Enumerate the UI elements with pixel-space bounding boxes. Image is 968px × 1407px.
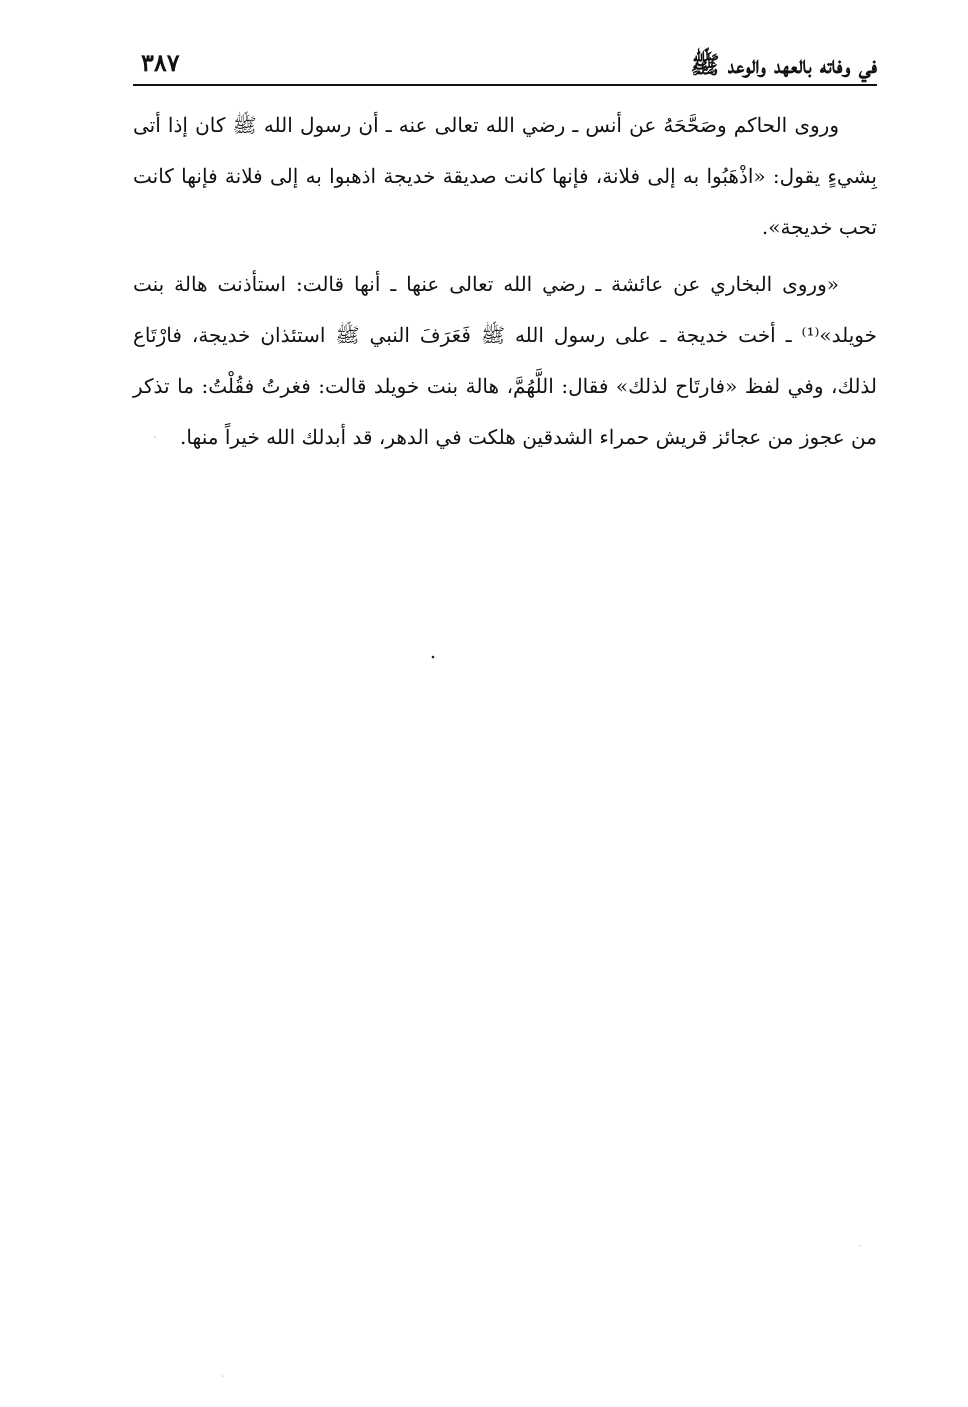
page-number: ٣٨٧ — [141, 48, 180, 77]
header-divider — [133, 84, 877, 86]
running-header — [133, 44, 877, 84]
header-title: في وفاته بالعهد والوعد ﷺ — [690, 50, 877, 79]
paragraph-bukhari-narration: «وروى البخاري عن عائشة ـ رضي الله تعالى عنها ـ أنها قالت: استأذنت هالة بنت خويلد»⁽¹⁾ ـ أخت خديجة ـ على رسول الله ﷺ فَعَرَفَ النبي ﷺ استئذان خديجة، فارْتَاع لذلك، وفي لفظ «فارتَاح لذلك» فقال: اللَّهُمَّ، هالة بنت خويلد قالت: فغرتُ فقُلْتُ: ما تذكر من عجوز من عجائز قريش حمراء الشدقين هلكت في الدهر، قد أبدلك الله خيراً منها. — [133, 272, 878, 449]
paragraph-hakim-narration: وروى الحاكم وصَحَّحَهُ عن أنس ـ رضي الله تعالى عنه ـ أن رسول الله ﷺ كان إذا أتى بِشيءٍ يقول: «اذْهَبُوا به إلى فلانة، فإنها كانت صديقة خديجة اذهبوا به إلى فلانة فإنها كانت تحب خديجة». — [133, 113, 877, 239]
page-body — [133, 100, 877, 469]
